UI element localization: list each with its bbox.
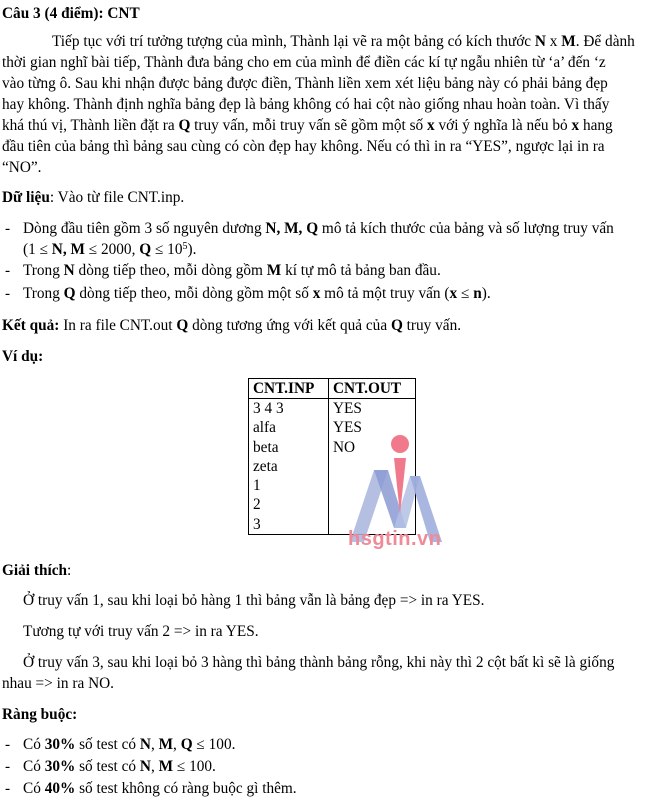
text-span: dòng tiếp theo, mỗi dòng gồm một số xyxy=(75,285,313,302)
input-line: 3 xyxy=(253,515,261,533)
text-span: In ra file CNT.out xyxy=(59,317,177,334)
output-line: NO xyxy=(333,438,356,456)
bullet-dash: - xyxy=(5,780,11,797)
bullet-dash: - xyxy=(5,736,11,753)
constraint-item-2 xyxy=(23,757,216,777)
percent: 30% xyxy=(44,736,76,753)
text-span: : Vào từ file CNT.inp. xyxy=(49,189,185,206)
text-span: ). xyxy=(187,241,197,258)
output-section xyxy=(2,316,461,336)
var-n: N xyxy=(139,758,151,775)
text-span: x xyxy=(545,33,562,50)
intro-line-5 xyxy=(2,116,613,136)
text-span: ≤ 100. xyxy=(192,736,236,753)
explanation-heading xyxy=(2,561,71,581)
text-span: , xyxy=(150,758,159,775)
watermark-text: hsgtin.vn xyxy=(348,528,442,550)
text-span: ≤ 10 xyxy=(151,241,183,258)
explanation-p2: Tương tự với truy vấn 2 => in ra YES. xyxy=(23,623,259,640)
output-line: YES xyxy=(333,400,362,417)
explanation-p3-line1: Ở truy vấn 3, sau khi loại bỏ 3 hàng thì bảng thành bảng rỗng, khi này thì 2 cột bất kì sẽ là giống xyxy=(23,654,615,671)
var-n: n xyxy=(473,285,482,302)
var-n: N xyxy=(534,33,546,50)
text-span: mô tả kích thước của bảng và số lượng truy vấn xyxy=(318,220,614,237)
text-span: truy vấn. xyxy=(402,317,462,334)
text-span: số test có xyxy=(75,758,140,775)
text-span: , xyxy=(173,736,181,753)
text-span: Trong xyxy=(23,285,64,302)
var-x: x xyxy=(449,285,458,302)
var-list: N, M, Q xyxy=(265,220,319,237)
var-x: x xyxy=(427,117,435,134)
text-span: . Để dành xyxy=(575,33,635,50)
output-line: YES xyxy=(333,419,362,437)
var-n: N xyxy=(139,736,151,753)
text-span: số test có xyxy=(75,736,140,753)
section-label: Kết quả: xyxy=(2,317,60,334)
input-line: beta xyxy=(253,438,279,456)
intro-line-1 xyxy=(52,32,635,52)
text-span: Có xyxy=(23,736,45,753)
input-line: 3 4 3 xyxy=(253,400,284,417)
input-item-1 xyxy=(23,219,614,239)
input-item-2 xyxy=(23,261,441,281)
header-output: CNT.OUT xyxy=(329,379,416,399)
text-span: Dòng đầu tiên gồm 3 số nguyên dương xyxy=(23,220,266,237)
var-n: N xyxy=(63,262,75,279)
text-span: khá thú vị, Thành liền đặt ra xyxy=(2,117,179,134)
section-label: Giải thích xyxy=(2,562,68,579)
text-span: , xyxy=(150,736,159,753)
var-m: M xyxy=(158,758,174,775)
var-q: Q xyxy=(180,736,193,753)
input-item-1-cont xyxy=(23,240,196,260)
exponent: 5 xyxy=(182,241,188,252)
var-x: x xyxy=(312,285,321,302)
explanation-p1: Ở truy vấn 1, sau khi loại bỏ hàng 1 thì bảng vẫn là bảng đẹp => in ra YES. xyxy=(23,592,485,609)
table-header-row xyxy=(249,379,416,399)
input-line: 2 xyxy=(253,496,261,514)
intro-line-2: thời gian nghĩ bài tiếp, Thành đưa bảng cho em của mình để điền các kí tự ngẫu nhiên từ ‘a’ đến ‘z xyxy=(2,54,606,71)
text-span: với ý nghĩa là nếu bỏ xyxy=(434,117,572,134)
var-m: M xyxy=(158,736,174,753)
var-q: Q xyxy=(139,241,152,258)
problem-heading: Câu 3 (4 điểm): CNT xyxy=(2,5,140,22)
intro-line-4: hay không. Thành định nghĩa bảng đẹp là bảng không có hai cột nào giống nhau hoàn toàn. Vì thấy xyxy=(2,96,610,113)
section-label: Dữ liệu xyxy=(2,189,50,206)
explanation-p3-line2: nhau => in ra NO. xyxy=(2,675,114,692)
var-q: Q xyxy=(176,317,189,334)
bullet-dash: - xyxy=(5,285,11,302)
logo-dot xyxy=(391,435,409,453)
text-span: Có xyxy=(23,758,45,775)
text-span: kí tự mô tả bảng ban đầu. xyxy=(281,262,441,279)
var-list: N, M xyxy=(51,241,85,258)
text-span: ≤ 2000, xyxy=(84,241,140,258)
text-span: dòng tiếp theo, mỗi dòng gồm xyxy=(74,262,267,279)
input-line: zeta xyxy=(253,457,278,475)
example-heading: Ví dụ: xyxy=(2,348,44,365)
text-span: Có xyxy=(23,780,45,797)
bullet-dash: - xyxy=(5,220,11,237)
text-span: truy vấn, mỗi truy vấn sẽ gồm một số xyxy=(190,117,427,134)
var-q: Q xyxy=(390,317,403,334)
percent: 40% xyxy=(44,780,76,797)
bullet-dash: - xyxy=(5,262,11,279)
constraints-heading: Ràng buộc: xyxy=(2,706,78,723)
input-section-heading xyxy=(2,188,184,208)
intro-line-7: “NO”. xyxy=(2,159,42,176)
var-q: Q xyxy=(63,285,76,302)
intro-line-6: đầu tiên của bảng thì bảng sau cùng có còn đẹp hay không. Nếu có thì in ra “YES”, ngược lại in ra xyxy=(2,138,605,155)
text-span: ). xyxy=(481,285,491,302)
text-span: số test không có ràng buộc gì thêm. xyxy=(75,780,297,797)
intro-line-3: vào từng ô. Sau khi nhận được bảng được điền, Thành liền xem xét liệu bảng này có phải bảng đẹp xyxy=(2,75,608,92)
percent: 30% xyxy=(44,758,76,775)
text-span: Trong xyxy=(23,262,64,279)
input-line: alfa xyxy=(253,419,276,437)
var-x: x xyxy=(571,117,580,134)
header-input: CNT.INP xyxy=(249,379,329,399)
var-q: Q xyxy=(178,117,191,134)
input-cell xyxy=(249,399,329,535)
text-span: ≤ xyxy=(457,285,474,302)
input-item-3 xyxy=(23,284,491,304)
text-span: (1 ≤ xyxy=(23,241,52,258)
text-span: hang xyxy=(579,117,613,134)
constraint-item-1 xyxy=(23,735,235,755)
bullet-dash: - xyxy=(5,758,11,775)
input-line: 1 xyxy=(253,477,261,495)
text-span: mô tả một truy vấn ( xyxy=(320,285,450,302)
constraint-item-3 xyxy=(23,779,297,799)
text-span: dòng tương ứng với kết quả của xyxy=(188,317,391,334)
var-m: M xyxy=(266,262,282,279)
text-span: ≤ 100. xyxy=(173,758,216,775)
text-span: : xyxy=(67,562,72,579)
text-span: Tiếp tục với trí tưởng tượng của mình, Thành lại vẽ ra một bảng có kích thước xyxy=(52,33,535,50)
var-m: M xyxy=(561,33,576,50)
